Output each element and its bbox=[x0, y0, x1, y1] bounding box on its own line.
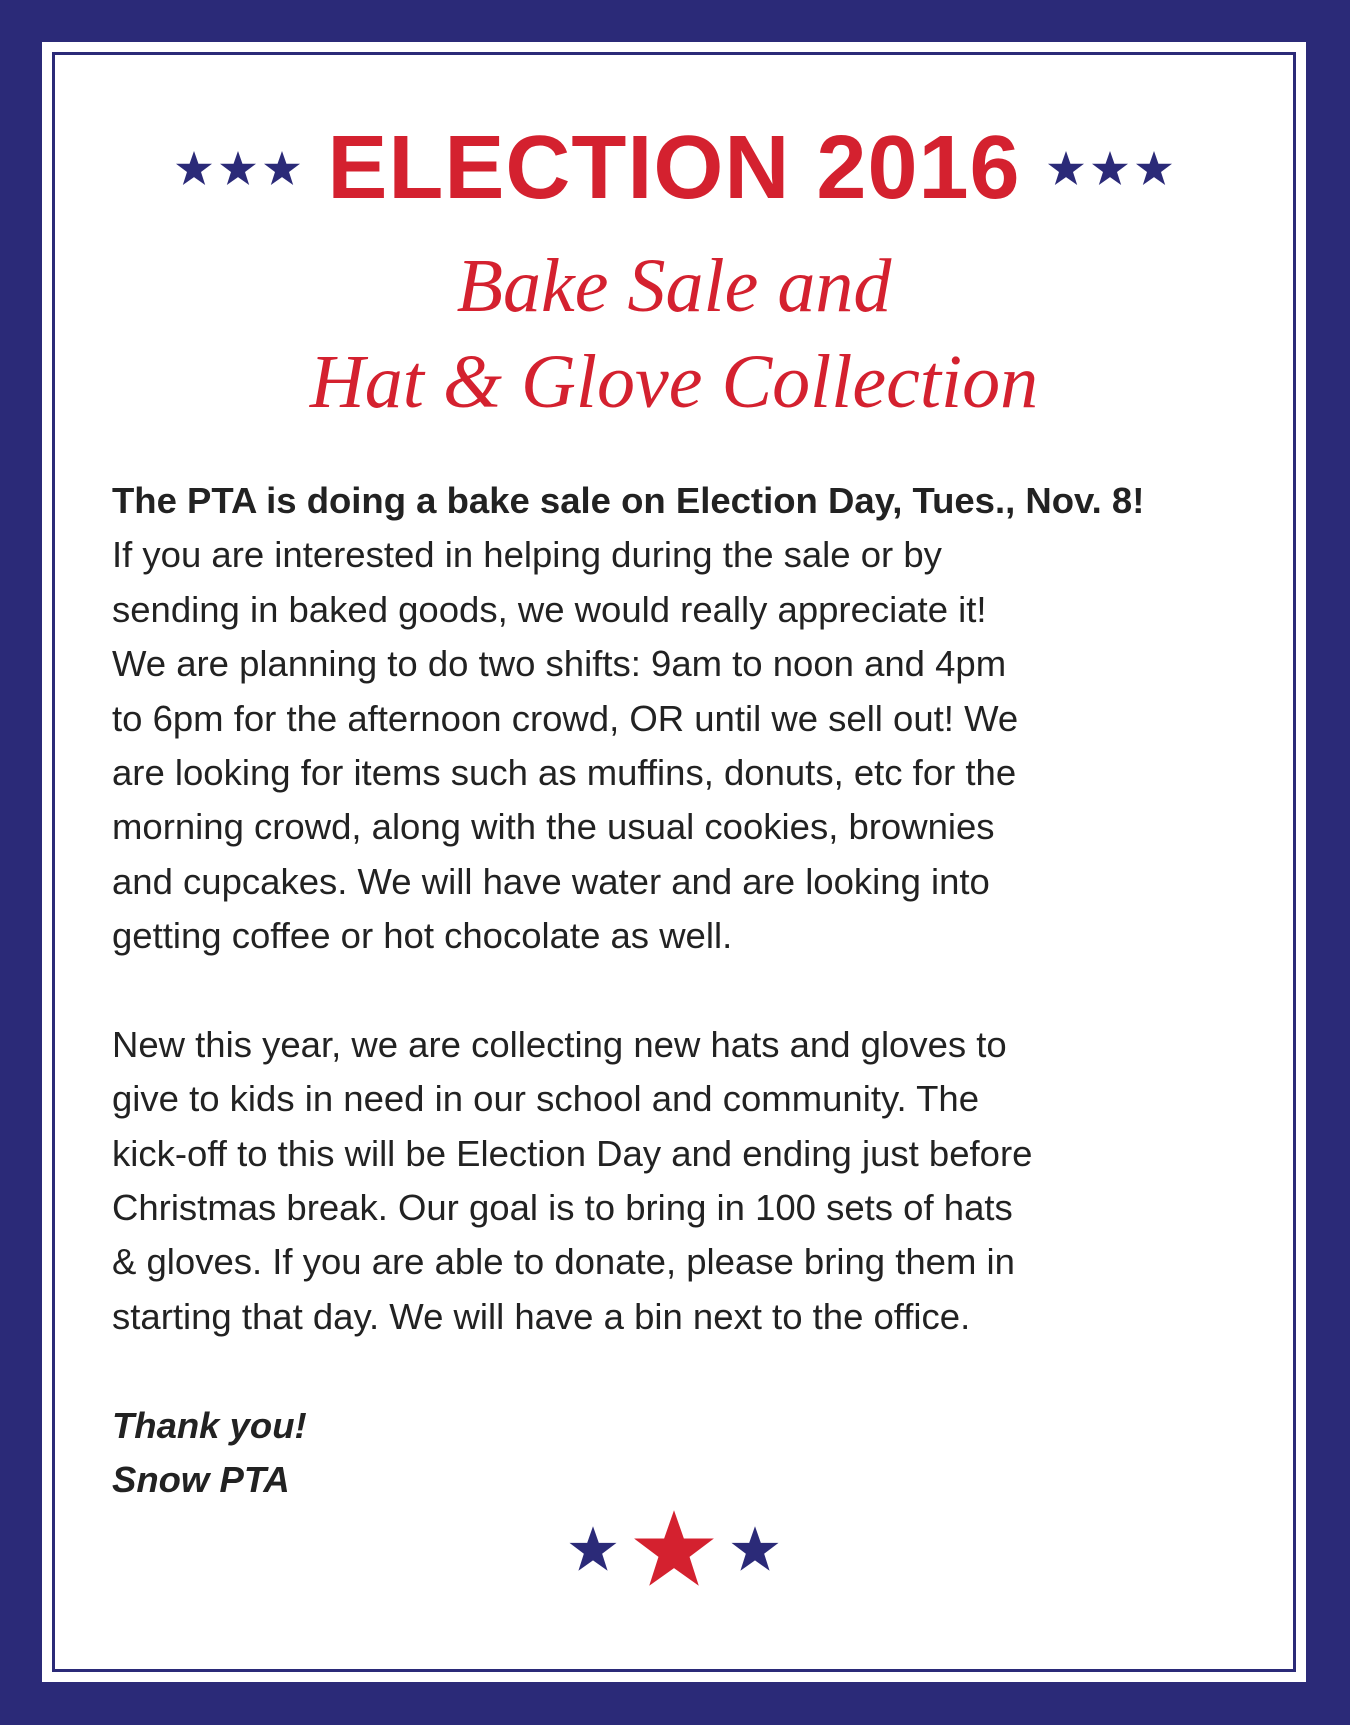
three-blue-stars-left-icon bbox=[175, 150, 301, 186]
subtitle-line-2: Hat & Glove Collection bbox=[309, 340, 1039, 424]
paragraph-line: and cupcakes. We will have water and are looking into bbox=[112, 860, 990, 902]
paragraph-line: New this year, we are collecting new hats and gloves to bbox=[112, 1023, 1007, 1065]
paragraph-hat-glove bbox=[112, 1018, 1212, 1344]
paragraph-line: starting that day. We will have a bin next to the office. bbox=[112, 1295, 971, 1337]
paragraph-line: kick-off to this will be Election Day and ending just before bbox=[112, 1132, 1033, 1174]
paragraph-line: to 6pm for the afternoon crowd, OR until we sell out! We bbox=[112, 697, 1019, 739]
subtitle-line-1: Bake Sale and bbox=[456, 244, 892, 328]
red-star-icon bbox=[632, 1508, 716, 1588]
star-icon bbox=[1135, 150, 1173, 186]
star-icon bbox=[1091, 150, 1129, 186]
paragraph-line: We are planning to do two shifts: 9am to noon and 4pm bbox=[112, 643, 1007, 685]
star-icon bbox=[219, 150, 257, 186]
star-icon bbox=[175, 150, 213, 186]
paragraph-line: & gloves. If you are able to donate, please bring them in bbox=[112, 1241, 1015, 1283]
three-blue-stars-right-icon bbox=[1047, 150, 1173, 186]
blue-star-icon bbox=[568, 1525, 618, 1572]
paragraph-line: are looking for items such as muffins, donuts, etc for the bbox=[112, 751, 1017, 793]
paragraph-spacer bbox=[112, 964, 1212, 1018]
body-text bbox=[112, 474, 1212, 1507]
signature-text: Snow PTA bbox=[112, 1459, 290, 1501]
star-icon bbox=[263, 150, 301, 186]
paragraph-spacer bbox=[112, 1344, 1212, 1398]
star-icon bbox=[1047, 150, 1085, 186]
signoff bbox=[112, 1399, 1212, 1508]
thank-you-text: Thank you! bbox=[112, 1404, 307, 1446]
paragraph-line: Christmas break. Our goal is to bring in 100 sets of hats bbox=[112, 1187, 1013, 1229]
subtitle bbox=[52, 238, 1296, 430]
paragraph-line: give to kids in need in our school and community. The bbox=[112, 1078, 980, 1120]
blue-star-icon bbox=[730, 1525, 780, 1572]
page-title: ELECTION 2016 bbox=[327, 118, 1021, 218]
bottom-stars-icon bbox=[52, 1508, 1296, 1588]
title-row bbox=[52, 118, 1296, 218]
paragraph-bake-sale bbox=[112, 474, 1212, 964]
bake-sale-headline: The PTA is doing a bake sale on Election Day, Tues., Nov. 8! bbox=[112, 480, 1145, 521]
paragraph-line: getting coffee or hot chocolate as well. bbox=[112, 915, 733, 957]
paragraph-line: If you are interested in helping during the sale or by bbox=[112, 534, 942, 576]
paragraph-line: morning crowd, along with the usual cookies, brownies bbox=[112, 806, 995, 848]
paragraph-line: sending in baked goods, we would really appreciate it! bbox=[112, 588, 987, 630]
